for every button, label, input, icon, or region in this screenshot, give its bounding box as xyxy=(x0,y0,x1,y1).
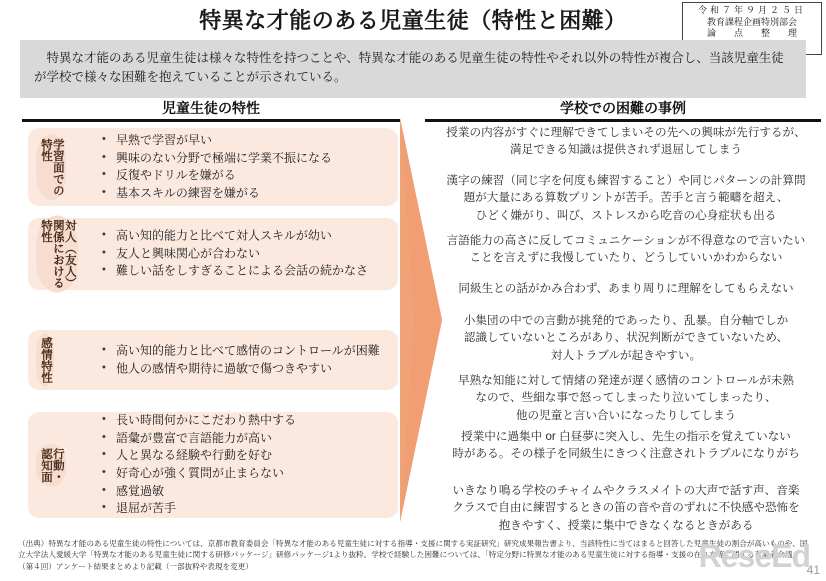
page-number: 41 xyxy=(806,563,820,577)
trait-label-column: 行動・ xyxy=(51,447,64,483)
difficulty-item: 言語能力の高さに反してコミュニケーションが不得意なので言いたい ことを言えずに我慢していたり、どうしていいかわからない xyxy=(446,234,806,265)
difficulty-item: いきなり鳴る学校のチャイムやクラスメイトの大声で話す声、音楽 クラスで自由に練習するときの笛の音や音のずれに不快感や恐怖を 抱きやすく、授業に集中できなくなるときがある xyxy=(452,484,800,532)
trait-list-item: • 語彙が豊富で言語能力が高い xyxy=(100,430,384,448)
trait-label-column: 関係における xyxy=(51,219,64,289)
right-column-heading xyxy=(425,98,821,122)
trait-panel-badge xyxy=(36,333,54,387)
difficulty-item: 早熟な知能に対して情緒の発達が遅く感情のコントロールが未熟 なので、些細な事で怒ってしまったり泣いてしまったり、 他の児童と言い合いになったりしてしまう xyxy=(458,374,794,422)
trait-panel-badge xyxy=(36,216,78,293)
trait-list-item: • 反復やドリルを嫌がる xyxy=(100,167,384,185)
trait-label-column: 感情特性 xyxy=(39,337,52,383)
trait-list-item: • 他人の感情や期待に過敏で傷つきやすい xyxy=(100,360,384,378)
trait-label-column: 認知面 xyxy=(39,447,52,483)
difficulty-item: 授業の内容がすぐに理解できてしまいその先への興味が先行するが、 満足できる知識は提供されず退屈してしまう xyxy=(446,126,806,157)
trait-label-column: 特性 xyxy=(39,219,52,243)
trait-panel xyxy=(28,330,398,390)
stamp-date: 令和７年９月２５日 xyxy=(697,5,806,15)
watermark-logo: ReseEd xyxy=(698,538,810,574)
difficulty-item: 同級生との話がかみ合わず、あまり周りに理解をしてもらえない xyxy=(458,282,794,295)
trait-panel xyxy=(28,218,398,290)
trait-panel xyxy=(28,128,398,206)
trait-list xyxy=(100,228,392,281)
trait-panel-badge xyxy=(36,134,66,200)
trait-list-item: • 高い知的能力と比べて感情のコントロールが困難 xyxy=(100,342,384,360)
stamp-subtitle: 論 点 整 理 xyxy=(706,28,797,39)
left-column-heading-text: 児童生徒の特性 xyxy=(162,100,260,116)
trait-panel-badge xyxy=(36,444,66,487)
trait-list xyxy=(100,412,392,518)
trait-list-item: • 早熟で学習が早い xyxy=(100,132,384,150)
trait-list-item: • 退屈が苦手 xyxy=(100,500,384,518)
lead-banner: 特異な才能のある児童生徒は様々な特性を持つことや、特異な才能のある児童生徒の特性やそれ以外の特性が複合し、当該児童生徒が学校で様々な困難を抱えていることが示されている。 xyxy=(20,40,806,98)
trait-label-column: 特性 xyxy=(39,138,52,162)
trait-list-item: • 難しい話をしすぎることによる会話の続かなさ xyxy=(100,263,384,281)
left-heading-rule xyxy=(22,119,400,122)
page-title: 特異な才能のある児童生徒（特性と困難） xyxy=(199,8,627,33)
trait-list xyxy=(100,132,392,203)
stamp-committee: 教育課程企画特別部会 xyxy=(706,16,797,27)
difficulty-item: 小集団の中での言動が挑発的であったり、乱暴。自分軸でしか 認識していないところがあり、状況判断ができていないため、 対人トラブルが起きやすい。 xyxy=(463,314,789,362)
trait-list-item: • 興味のない分野で極端に学業不振になる xyxy=(100,149,384,167)
trait-list-item: • 感覚過敏 xyxy=(100,483,384,501)
trait-list-item: • 基本スキルの練習を嫌がる xyxy=(100,185,384,203)
trait-label-column: 対人（友人） xyxy=(63,219,76,289)
trait-list-item: • 好奇心が強く質問が止まらない xyxy=(100,465,384,483)
source-note: （出典）特異な才能のある児童生徒の特性については、京都市教育委員会「特異な才能のある児童生徒に対する指導・支援に関する実証研究」研究成果報告書より、当該特性に当てはまると回答した児童生徒の割合が高いものや、国立大学法人愛媛大学「特異な才能のある児童生徒に関する研修パッケージ」研修パッケージ1より抜粋。学校で経験した困難については、「特定分野に特異な才能のある児童生徒に対する指導・支援の在り方等に関する有識者会議」（第４回）アンケート結果まとめより記載（一部抜粋や表現を変更） xyxy=(18,539,808,571)
left-column-heading xyxy=(22,98,400,122)
difficulty-item: 授業中に過集中 or 白昼夢に突入し、先生の指示を覚えていない 時がある。その様子を同級生にきつく注意されトラブルになりがち xyxy=(452,430,800,461)
trait-panel xyxy=(28,412,398,518)
right-column-heading-text: 学校での困難の事例 xyxy=(560,100,686,116)
trait-label-column: 学習面での xyxy=(51,138,64,196)
trait-list-item: • 高い知的能力と比べて対人スキルが幼い xyxy=(100,228,384,246)
trait-list-item: • 人と異なる経験や行動を好む xyxy=(100,447,384,465)
right-heading-rule xyxy=(425,119,821,122)
trait-list xyxy=(100,342,392,377)
trait-list-item: • 長い時間何かにこだわり熱中する xyxy=(100,412,384,430)
difficulty-item: 漢字の練習（同じ字を何度も練習すること）や同じパターンの計算問 題が大量にある算数プリントが苦手。苦手と言う範疇を超え、 ひどく嫌がり、叫び、ストレスから吃音の心身症状も出る xyxy=(446,174,806,222)
trait-list-item: • 友人と興味関心が合わない xyxy=(100,245,384,263)
